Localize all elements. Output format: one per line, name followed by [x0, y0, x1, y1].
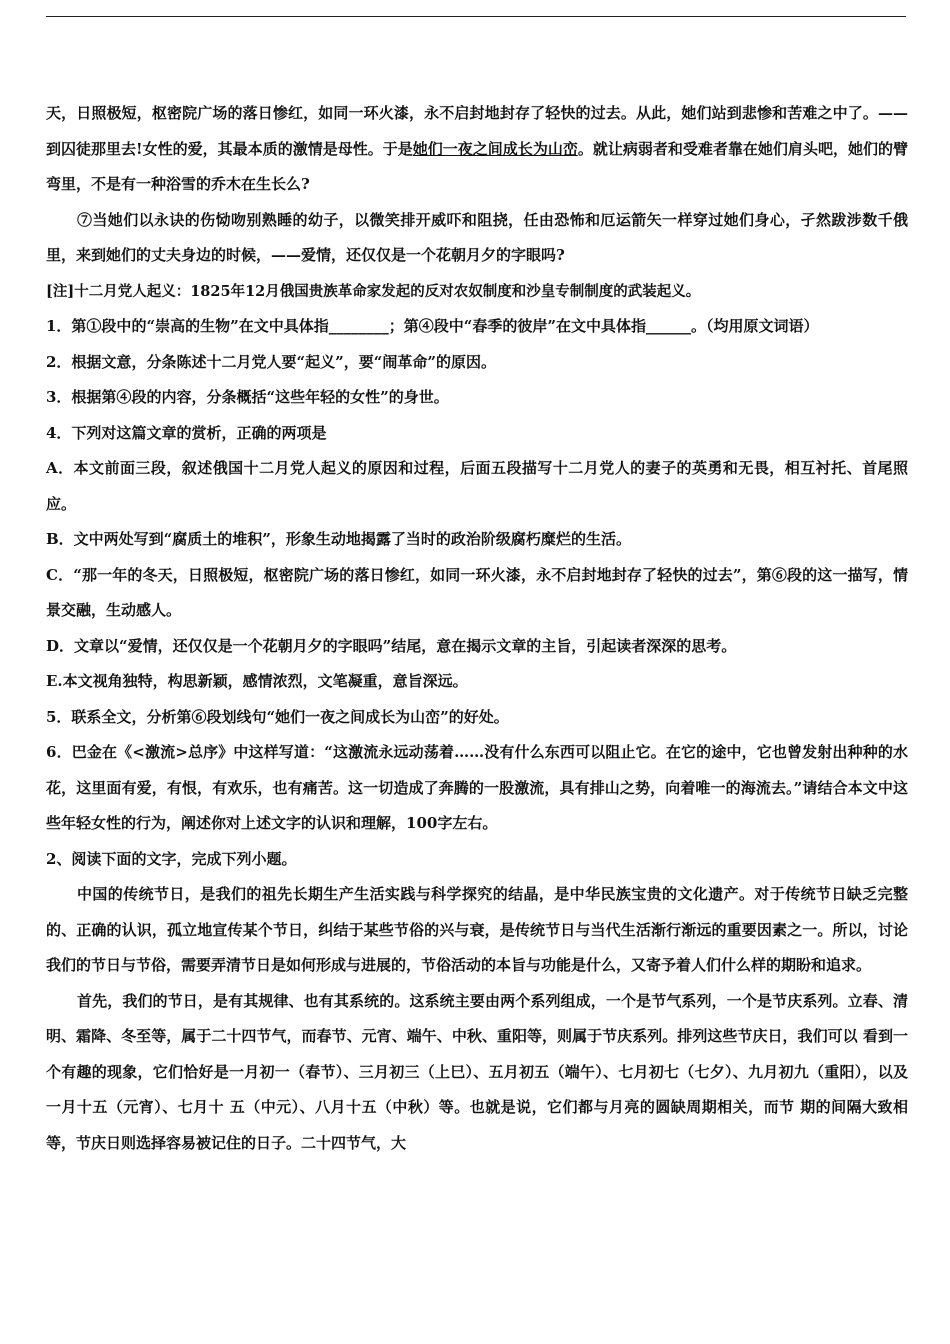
question-5: 5．联系全文，分析第⑥段划线句“她们一夜之间成长为山峦”的好处。: [46, 707, 509, 726]
option-c: C．“那一年的冬天，日照极短，枢密院广场的落日惨红，如同一环火漆，永不启封地封存了轻快的过去”，第⑥段的这一描写，情景交融，生动感人。: [46, 565, 908, 619]
section-2-paragraph-1: 中国的传统节日，是我们的祖先长期生产生活实践与科学探究的结晶，是中华民族宝贵的文化遗产。对于传统节日缺乏完整的、正确的认识，孤立地宣传某个节日，纠结于某些节俗的兴与衰，是传统节日与当代生活渐行渐远的重要因素之一。所以，讨论我们的节日与节俗，需要弄清节日是如何形成与进展的，节俗活动的本旨与功能是什么，又寄予着人们什么样的期盼和追求。: [46, 885, 908, 974]
question-6: 6．巴金在《<激流>总序》中这样写道：“这激流永远动荡着……没有什么东西可以阻止它。在它的途中，它也曾发射出种种的水花，这里面有爱，有恨，有欢乐，也有痛苦。这一切造成了奔腾的一股激流，具有排山之势，向着唯一的海流去。”请结合本文中这些年轻女性的行为，阐述你对上述文字的认识和理解，100字左右。: [46, 743, 908, 832]
section-2-paragraph-2: 首先，我们的节日，是有其规律、也有其系统的。这系统主要由两个系列组成，一个是节气系列，一个是节庆系列。立春、清明、霜降、冬至等，属于二十四节气，而春节、元宵、端午、中秋、重阳等，则属于节庆系列。排列这些节庆日，我们可以 看到一个有趣的现象，它们恰好是一月初一（春节）、三月初三（上巳）、五月初五（端午）、七月初七（七夕）、九月初九（重阳），以及一月十五（元宵）、七月十 五（中元）、八月十五（中秋）等。也就是说，它们都与月亮的圆缺周期相关，而节 期的间隔大致相等，节庆日则选择容易被记住的日子。二十四节气，大: [46, 991, 908, 1152]
question-4: 4．下列对这篇文章的赏析，正确的两项是: [46, 423, 327, 442]
option-b: B．文中两处写到“腐质土的堆积”，形象生动地揭露了当时的政治阶级腐朽糜烂的生活。: [46, 530, 631, 548]
question-1: 1．第①段中的“崇高的生物”在文中具体指________；第④段中“春季的彼岸”在文中具体指______。（均用原文词语）: [46, 317, 819, 335]
option-a: A．本文前面三段，叙述俄国十二月党人起义的原因和过程，后面五段描写十二月党人的妻子的英勇和无畏，相互衬托、首尾照应。: [46, 459, 908, 513]
paragraph-6-text-a: 天，日照极短，枢密院广场的落日惨红，如同一环火漆，永不启封地封存了轻快的过去。从此，她们站到悲惨和苦难之中了。——到囚徒那里去!女性的爱，其最本质的激情是母性。于是: [46, 104, 908, 158]
section-2-heading: 2、阅读下面的文字，完成下列小题。: [46, 849, 297, 868]
underlined-sentence: 她们一夜之间成长为山峦: [412, 139, 578, 158]
paragraph-6-text-b: 。就让病弱者和受难者靠在她们肩头吧，她们的臂弯里，不是有一种浴雪的乔木在生长么?: [46, 139, 908, 193]
document-page: [46, 96, 908, 1161]
passage-paragraph-6: [46, 96, 908, 203]
option-e: E.本文视角独特，构思新颖，感情浓烈，文笔凝重，意旨深远。: [46, 672, 468, 690]
passage-paragraph-7: ⑦当她们以永诀的伤恸吻别熟睡的幼子，以微笑排开威吓和阻挠，任由恐怖和厄运箭矢一样穿过她们身心，孑然跋涉数千俄里，来到她们的丈夫身边的时候，——爱情，还仅仅是一个花朝月夕的字眼吗?: [46, 210, 908, 264]
question-2: 2．根据文意，分条陈述十二月党人要“起义”，要“闹革命”的原因。: [46, 352, 496, 371]
question-3: 3．根据第④段的内容，分条概括“这些年轻的女性”的身世。: [46, 388, 449, 406]
header-rule: [46, 16, 906, 17]
option-d: D．文章以“爱情，还仅仅是一个花朝月夕的字眼吗”结尾，意在揭示文章的主旨，引起读者深深的思考。: [46, 636, 737, 655]
footnote: [注]十二月党人起义：1825年12月俄国贵族革命家发起的反对农奴制度和沙皇专制制度的武装起义。: [46, 282, 701, 300]
